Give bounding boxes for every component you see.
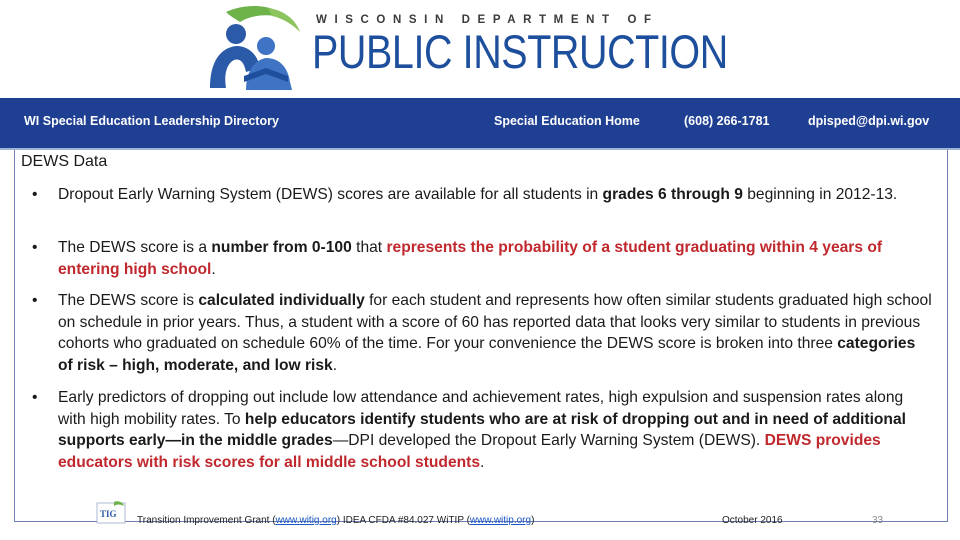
bullet-item (32, 184, 932, 206)
agency-name-top: WISCONSIN DEPARTMENT OF (316, 14, 659, 26)
nav-bar (0, 98, 960, 150)
dpi-logo-icon (196, 2, 308, 96)
bullet-dot: • (32, 292, 38, 309)
slide-heading: DEWS Data (21, 153, 108, 170)
bullet-dot: • (32, 239, 38, 256)
tig-logo-text: TIG (100, 509, 117, 519)
footer-date: October 2016 (722, 515, 783, 526)
bullet-dot: • (32, 389, 38, 406)
bullet-item (32, 237, 932, 280)
page-number: 33 (872, 515, 884, 526)
footer-link-witig[interactable]: www.witig.org (275, 515, 337, 526)
bullet-text: Dropout Early Warning System (DEWS) scores are available for all students in grades 6 through 9 beginning in 2012-13. (58, 186, 898, 203)
nav-email-link[interactable]: dpisped@dpi.wi.gov (808, 114, 930, 128)
nav-link-directory[interactable]: WI Special Education Leadership Directory (24, 114, 279, 128)
bullet-item (32, 290, 932, 376)
agency-name-main: PUBLIC INSTRUCTION (312, 25, 728, 78)
nav-link-home[interactable]: Special Education Home (494, 114, 640, 128)
footer-credits: Transition Improvement Grant (www.witig.org) IDEA CFDA #84.027 WiTIP (www.witip.org) (137, 515, 535, 526)
slide-content (14, 150, 948, 522)
bullet-text: The DEWS score is a number from 0-100 that represents the probability of a student graduating within 4 years of entering high school. (58, 239, 883, 278)
bullet-dot: • (32, 186, 38, 203)
bullet-text: The DEWS score is calculated individually for each student and represents how often similar students graduated high school on schedule in prior years. Thus, a student with a score of 60 has reported data that looks very similar to students in previous cohorts who graduated on schedule 60% of the time. For your convenience the DEWS score is broken into three categories of risk – high, moderate, and low risk. (58, 292, 932, 374)
nav-phone: (608) 266-1781 (684, 114, 770, 128)
tig-logo-icon (96, 500, 126, 524)
bullet-text: Early predictors of dropping out include low attendance and achievement rates, high expulsion and suspension rates along with high mobility rates. To help educators identify students who are at risk of dropping out and in need of additional supports early—in the middle grades—DPI developed the Dropout Early Warning System (DEWS). DEWS provides educators with risk scores for all middle school students. (58, 389, 906, 471)
footer-link-witip[interactable]: www.witip.org (469, 515, 532, 526)
site-header (0, 0, 960, 98)
bullet-item (32, 387, 932, 473)
